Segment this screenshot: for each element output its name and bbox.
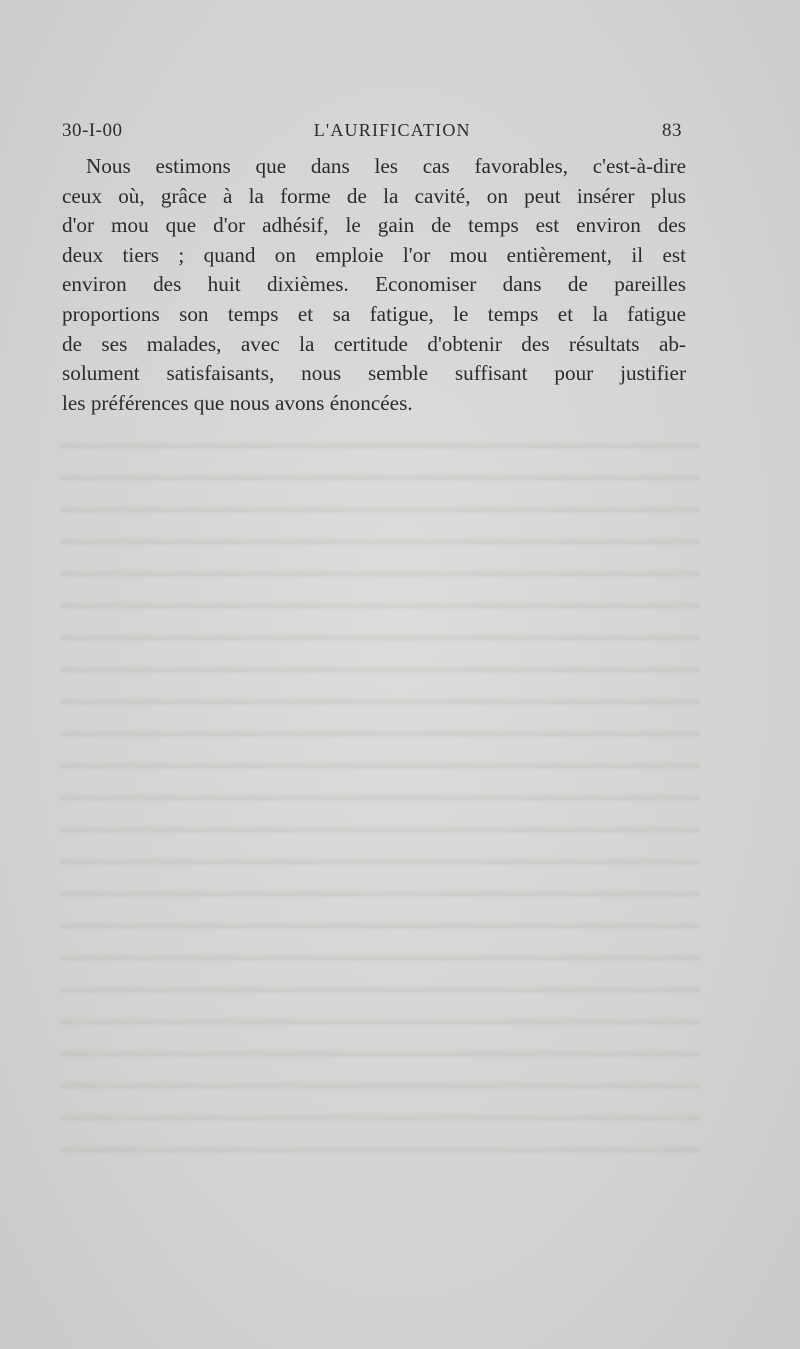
text-line: deux tiers ; quand on emploie l'or mou entièrement, il est bbox=[62, 242, 686, 267]
date-mark: 30-I-00 bbox=[62, 120, 123, 141]
text-line: proportions son temps et sa fatigue, le temps et la fatigue bbox=[62, 301, 686, 326]
paragraph bbox=[62, 152, 686, 418]
text-line: d'or mou que d'or adhésif, le gain de temps est environ des bbox=[62, 213, 686, 238]
running-head bbox=[62, 120, 682, 146]
show-through-texture bbox=[60, 420, 700, 1160]
text-line: les préférences que nous avons énoncées. bbox=[62, 390, 413, 415]
text-line: Nous estimons que dans les cas favorables, c'est-à-dire bbox=[86, 154, 686, 178]
text-line: de ses malades, avec la certitude d'obtenir des résultats ab- bbox=[62, 331, 686, 356]
page-number: 83 bbox=[662, 120, 682, 141]
text-line: ceux où, grâce à la forme de la cavité, on peut insérer plus bbox=[62, 183, 686, 208]
text-line: environ des huit dixièmes. Economiser dans de pareilles bbox=[62, 272, 686, 297]
chapter-title: L'AURIFICATION bbox=[313, 120, 471, 140]
text-line: solument satisfaisants, nous semble suffisant pour justifier bbox=[62, 361, 686, 386]
